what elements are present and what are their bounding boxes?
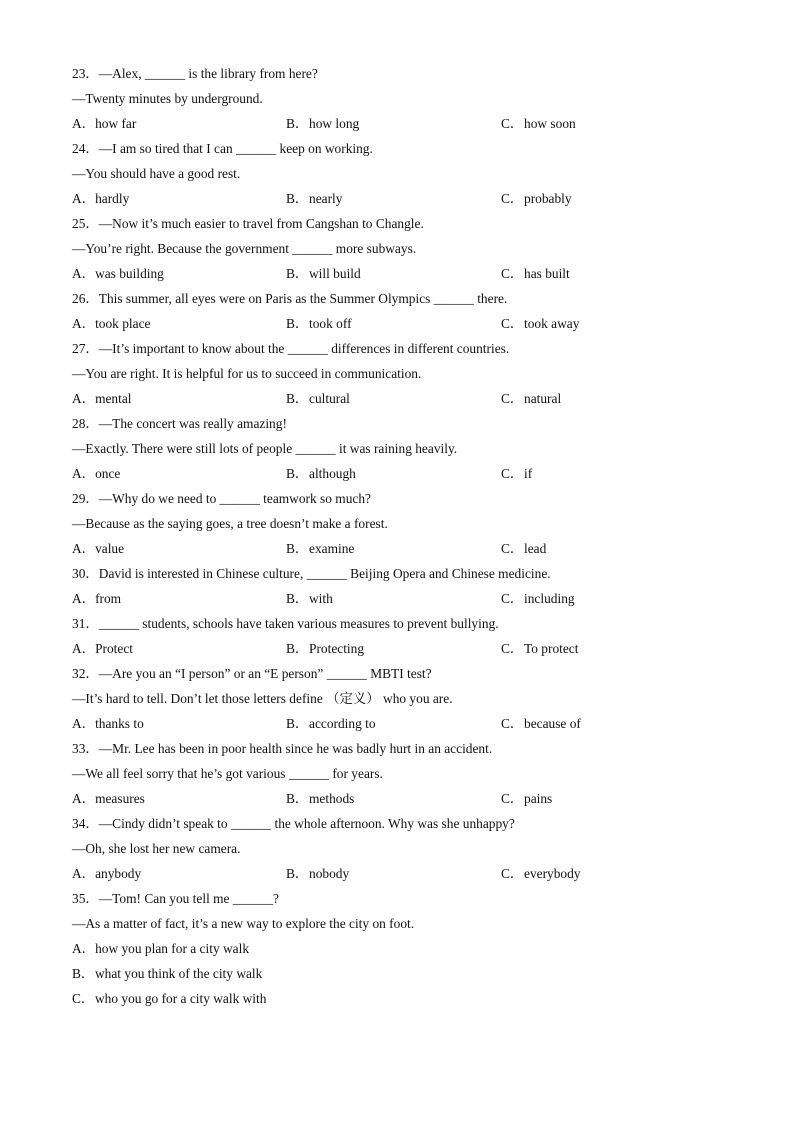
option-text: once — [95, 466, 121, 481]
question-block — [72, 661, 581, 736]
question-stem: 28．—The concert was really amazing! — [72, 416, 287, 431]
dialogue-response: —Because as the saying goes, a tree doesn’t make a forest. — [72, 516, 388, 531]
dialogue-response: —Exactly. There were still lots of people ______ it was raining heavily. — [72, 441, 458, 456]
answer-option[interactable] — [72, 311, 150, 336]
answer-option[interactable] — [286, 111, 359, 136]
option-text: if — [524, 466, 533, 481]
option-label: B． — [286, 791, 309, 806]
options-row — [72, 186, 572, 211]
option-text: methods — [309, 791, 355, 806]
question-stem: 23．—Alex, ______ is the library from here? — [72, 66, 318, 81]
option-label: B． — [286, 641, 309, 656]
question-block — [72, 61, 576, 136]
question-stem: 31．______ students, schools have taken various measures to prevent bullying. — [72, 616, 499, 631]
option-text: took place — [95, 316, 151, 331]
question-stem: 30．David is interested in Chinese culture, ______ Beijing Opera and Chinese medicine. — [72, 566, 551, 581]
answer-option[interactable] — [286, 636, 364, 661]
answer-option[interactable] — [501, 636, 578, 661]
answer-option[interactable] — [72, 386, 132, 411]
options-row — [72, 461, 551, 486]
answer-option[interactable] — [286, 711, 376, 736]
option-label: A． — [72, 116, 96, 131]
answer-option[interactable] — [501, 186, 572, 211]
options-row — [72, 386, 562, 411]
option-text: lead — [524, 541, 547, 556]
option-label: A． — [72, 591, 96, 606]
option-label: A． — [72, 941, 96, 956]
option-label: A． — [72, 391, 96, 406]
option-label: A． — [72, 641, 96, 656]
option-text: with — [309, 591, 333, 606]
option-text: examine — [309, 541, 355, 556]
option-label: C． — [501, 391, 524, 406]
option-label: B． — [286, 266, 309, 281]
answer-option[interactable] — [72, 536, 124, 561]
answer-option[interactable] — [72, 636, 133, 661]
dialogue-response: —You should have a good rest. — [72, 166, 241, 181]
option-label: B． — [286, 316, 309, 331]
dialogue-response: —You’re right. Because the government ______ more subways. — [72, 241, 417, 256]
dialogue-response: —It’s hard to tell. Don’t let those letters define （定义） who you are. — [72, 691, 453, 706]
option-label: B． — [286, 466, 309, 481]
option-text: how you plan for a city walk — [95, 941, 250, 956]
question-block — [72, 886, 551, 1011]
answer-option[interactable] — [286, 311, 352, 336]
option-text: according to — [309, 716, 376, 731]
answer-option[interactable] — [286, 586, 333, 611]
option-text: cultural — [309, 391, 350, 406]
option-label: C． — [72, 991, 95, 1006]
answer-option[interactable] — [501, 461, 532, 486]
option-text: value — [95, 541, 125, 556]
option-text: took off — [309, 316, 352, 331]
answer-option[interactable] — [72, 586, 121, 611]
answer-option[interactable] — [72, 186, 129, 211]
answer-option[interactable] — [501, 786, 552, 811]
option-text: hardly — [95, 191, 130, 206]
option-text: because of — [524, 716, 581, 731]
option-text: how far — [95, 116, 137, 131]
question-stem: 24．—I am so tired that I can ______ keep on working. — [72, 141, 373, 156]
option-label: B． — [286, 716, 309, 731]
answer-option[interactable] — [286, 386, 350, 411]
question-block — [72, 811, 581, 886]
option-text: who you go for a city walk with — [95, 991, 267, 1006]
answer-option[interactable] — [72, 261, 164, 286]
question-block — [72, 211, 570, 286]
option-label: C． — [501, 266, 524, 281]
option-label: C． — [501, 866, 524, 881]
dialogue-response: —Twenty minutes by underground. — [72, 91, 263, 106]
option-text: although — [309, 466, 356, 481]
option-text: Protecting — [309, 641, 365, 656]
dialogue-response: —Oh, she lost her new camera. — [72, 841, 241, 856]
dialogue-response: —You are right. It is helpful for us to succeed in communication. — [72, 366, 422, 381]
option-label: A． — [72, 191, 96, 206]
answer-option[interactable] — [501, 111, 576, 136]
answer-option[interactable] — [501, 711, 581, 736]
question-stem: 26．This summer, all eyes were on Paris as the Summer Olympics ______ there. — [72, 291, 508, 306]
option-label: C． — [501, 116, 524, 131]
dialogue-response: —We all feel sorry that he’s got various ______ for years. — [72, 766, 383, 781]
options-row — [72, 111, 576, 136]
options-row — [72, 536, 551, 561]
option-text: mental — [95, 391, 132, 406]
answer-option[interactable] — [501, 586, 575, 611]
option-label: A． — [72, 716, 96, 731]
options-row — [72, 786, 551, 811]
option-label: C． — [501, 466, 524, 481]
answer-option[interactable] — [72, 986, 551, 1011]
option-text: Protect — [95, 641, 133, 656]
option-label: C． — [501, 716, 524, 731]
option-label: C． — [501, 791, 524, 806]
option-label: A． — [72, 541, 96, 556]
answer-option[interactable] — [286, 786, 354, 811]
option-text: pains — [524, 791, 553, 806]
option-label: C． — [501, 641, 524, 656]
dialogue-response: —As a matter of fact, it’s a new way to explore the city on foot. — [72, 916, 415, 931]
option-label: B． — [286, 391, 309, 406]
option-label: C． — [501, 191, 524, 206]
option-label: C． — [501, 591, 524, 606]
question-block — [72, 411, 551, 486]
answer-option[interactable] — [72, 961, 551, 986]
option-text: nobody — [309, 866, 350, 881]
option-text: natural — [524, 391, 562, 406]
option-label: A． — [72, 266, 96, 281]
option-text: anybody — [95, 866, 142, 881]
options-row — [72, 861, 581, 886]
options-row — [72, 711, 581, 736]
answer-option[interactable] — [72, 936, 551, 961]
answer-option[interactable] — [72, 461, 120, 486]
question-block — [72, 136, 572, 211]
answer-option[interactable] — [286, 461, 356, 486]
options-row — [72, 311, 580, 336]
option-text: thanks to — [95, 716, 144, 731]
question-stem: 34．—Cindy didn’t speak to ______ the whole afternoon. Why was she unhappy? — [72, 816, 515, 831]
question-block — [72, 561, 575, 611]
option-label: B． — [72, 966, 95, 981]
answer-option[interactable] — [286, 536, 354, 561]
question-stem: 25．—Now it’s much easier to travel from Cangshan to Changle. — [72, 216, 424, 231]
answer-option[interactable] — [286, 861, 349, 886]
question-list — [72, 61, 581, 1011]
question-block — [72, 736, 551, 811]
option-text: has built — [524, 266, 570, 281]
option-label: C． — [501, 541, 524, 556]
answer-option[interactable] — [501, 386, 561, 411]
option-text: everybody — [524, 866, 581, 881]
answer-option[interactable] — [72, 111, 136, 136]
option-text: how long — [309, 116, 360, 131]
answer-option[interactable] — [72, 711, 144, 736]
option-text: took away — [524, 316, 580, 331]
answer-option[interactable] — [72, 861, 141, 886]
question-stem: 33．—Mr. Lee has been in poor health since he was badly hurt in an accident. — [72, 741, 493, 756]
option-label: B． — [286, 591, 309, 606]
option-label: A． — [72, 791, 96, 806]
option-text: how soon — [524, 116, 576, 131]
question-stem: 27．—It’s important to know about the ______ differences in different countries. — [72, 341, 510, 356]
options-row — [72, 261, 570, 286]
option-label: A． — [72, 316, 96, 331]
option-text: will build — [309, 266, 361, 281]
option-label: B． — [286, 116, 309, 131]
question-stem: 35．—Tom! Can you tell me ______? — [72, 891, 279, 906]
answer-option[interactable] — [501, 311, 579, 336]
answer-option[interactable] — [501, 261, 570, 286]
question-stem: 32．—Are you an “I person” or an “E person” ______ MBTI test? — [72, 666, 432, 681]
option-text: including — [524, 591, 575, 606]
option-text: nearly — [309, 191, 343, 206]
question-block — [72, 611, 579, 661]
question-stem: 29．—Why do we need to ______ teamwork so much? — [72, 491, 371, 506]
options-row — [72, 586, 575, 611]
option-label: B． — [286, 866, 309, 881]
question-block — [72, 486, 551, 561]
answer-option[interactable] — [286, 261, 361, 286]
option-text: what you think of the city walk — [95, 966, 263, 981]
option-label: B． — [286, 541, 309, 556]
answer-option[interactable] — [501, 536, 546, 561]
answer-option[interactable] — [501, 861, 581, 886]
option-label: C． — [501, 316, 524, 331]
option-text: To protect — [524, 641, 579, 656]
answer-option[interactable] — [286, 186, 342, 211]
option-text: from — [95, 591, 122, 606]
option-text: probably — [524, 191, 572, 206]
option-label: B． — [286, 191, 309, 206]
option-text: was building — [95, 266, 164, 281]
option-label: A． — [72, 866, 96, 881]
option-text: measures — [95, 791, 145, 806]
question-block — [72, 336, 562, 411]
options-row — [72, 636, 579, 661]
option-label: A． — [72, 466, 96, 481]
question-block — [72, 286, 580, 336]
answer-option[interactable] — [72, 786, 145, 811]
